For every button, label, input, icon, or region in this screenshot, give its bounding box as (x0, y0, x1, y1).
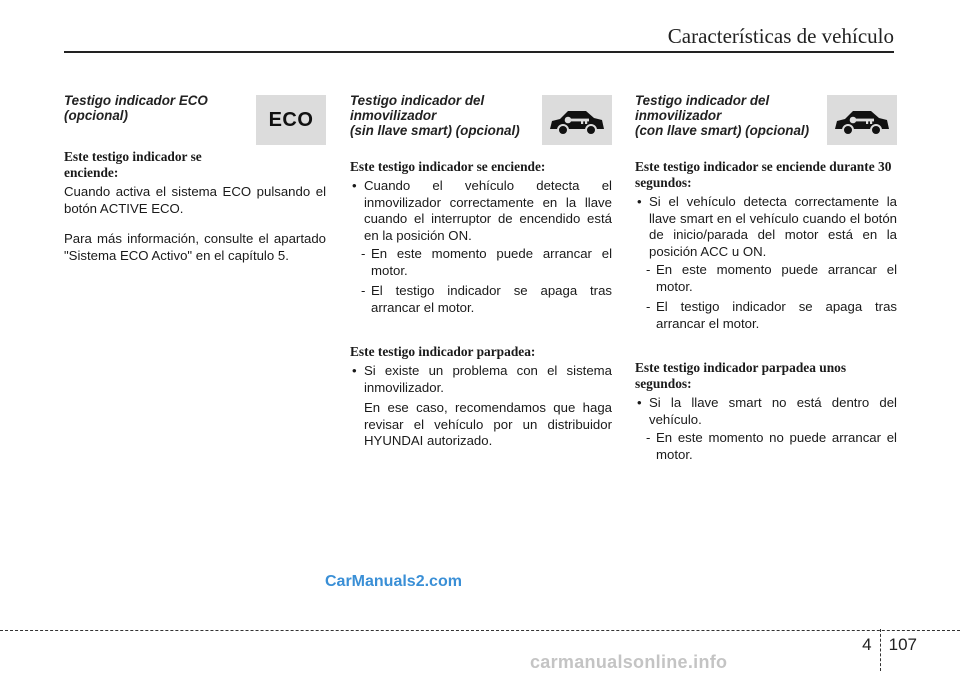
footer-rule (0, 630, 960, 631)
section-title-line: inmovilizador (635, 108, 722, 123)
bullet-text: Cuando el vehículo detecta el inmovilizador correctamente en la llave cuando el interruptor de encendido está en la posición ON. (364, 178, 612, 243)
dash-text: En este momento puede arrancar el motor. (656, 262, 897, 294)
dash-marker: - (646, 299, 651, 314)
bullet-text: Si el vehículo detecta correctamente la llave smart en el vehículo cuando el botón de inicio/parada del motor está en la posición ACC u ON. (649, 194, 897, 259)
eco-icon-label: ECO (268, 108, 314, 131)
bullet-text: Si existe un problema con el sistema inmovilizador. (364, 363, 612, 395)
dash-marker: - (361, 246, 366, 261)
section-title-line: (con llave smart) (opcional) (635, 123, 810, 138)
car-key-icon-graphic (548, 103, 606, 137)
dash-text: El testigo indicador se apaga tras arrancar el motor. (371, 283, 612, 315)
section-title-line: Testigo indicador del (350, 93, 485, 108)
section-eco-indicator (64, 93, 326, 278)
eco-indicator-icon (256, 95, 326, 145)
dash-item (635, 430, 897, 463)
bottom-watermark: carmanualsonline.info (530, 652, 728, 672)
dash-text: En este momento puede arrancar el motor. (371, 246, 612, 278)
dash-text: En este momento no puede arrancar el motor. (656, 430, 897, 462)
section-title: Testigo indicador ECO (opcional) (64, 93, 208, 123)
dash-item (635, 262, 897, 295)
bullet-marker: • (637, 395, 642, 410)
section-immobilizer-no-smart-key (350, 93, 612, 450)
paragraph: Para más información, consulte el apartado "Sistema ECO Activo" en el capítulo 5. (64, 231, 326, 263)
section-title-line: inmovilizador (350, 108, 437, 123)
section-title (635, 93, 815, 138)
section-header (350, 93, 612, 149)
dash-marker: - (646, 430, 651, 445)
subheading: Este testigo indicador parpadea: (350, 344, 536, 359)
section-title (350, 93, 530, 138)
subheading: Este testigo indicador parpadea unos segundos: (635, 360, 847, 391)
subheading: Este testigo indicador se enciende: (350, 159, 546, 174)
paragraph: Cuando activa el sistema ECO pulsando el botón ACTIVE ECO. (64, 184, 326, 216)
dash-marker: - (361, 283, 366, 298)
bullet-item (350, 363, 612, 396)
section-immobilizer-smart-key (635, 93, 897, 467)
dash-marker: - (646, 262, 651, 277)
car-key-icon (827, 95, 897, 145)
dash-item (635, 299, 897, 332)
bullet-marker: • (352, 363, 357, 378)
page-header-title: Características de vehículo (667, 24, 894, 48)
section-header (64, 93, 326, 149)
bullet-marker: • (352, 178, 357, 193)
header-rule (64, 51, 894, 53)
subheading: Este testigo indicador se enciende durante 30 segundos: (635, 159, 892, 190)
bullet-item (635, 194, 897, 260)
bullet-marker: • (637, 194, 642, 209)
section-title-line: Testigo indicador del (635, 93, 770, 108)
chapter-number: 4 (862, 635, 872, 654)
watermark-link[interactable]: CarManuals2.com (325, 573, 462, 590)
car-key-icon-graphic (833, 103, 891, 137)
section-header (635, 93, 897, 149)
page-number: 107 (888, 635, 917, 654)
dash-item (350, 283, 612, 316)
bullet-item (350, 178, 612, 244)
bullet-item (635, 395, 897, 428)
dash-text: El testigo indicador se apaga tras arrancar el motor. (656, 299, 897, 331)
subheading: Este testigo indicador se enciende: (64, 149, 202, 180)
page-number-box (862, 629, 917, 671)
bullet-text: Si la llave smart no está dentro del vehículo. (649, 395, 897, 427)
dash-item (350, 246, 612, 279)
car-key-icon (542, 95, 612, 145)
section-title-line: (sin llave smart) (opcional) (350, 123, 520, 138)
bullet-continuation: En ese caso, recomendamos que haga revisar el vehículo por un distribuidor HYUNDAI autorizado. (364, 400, 612, 448)
